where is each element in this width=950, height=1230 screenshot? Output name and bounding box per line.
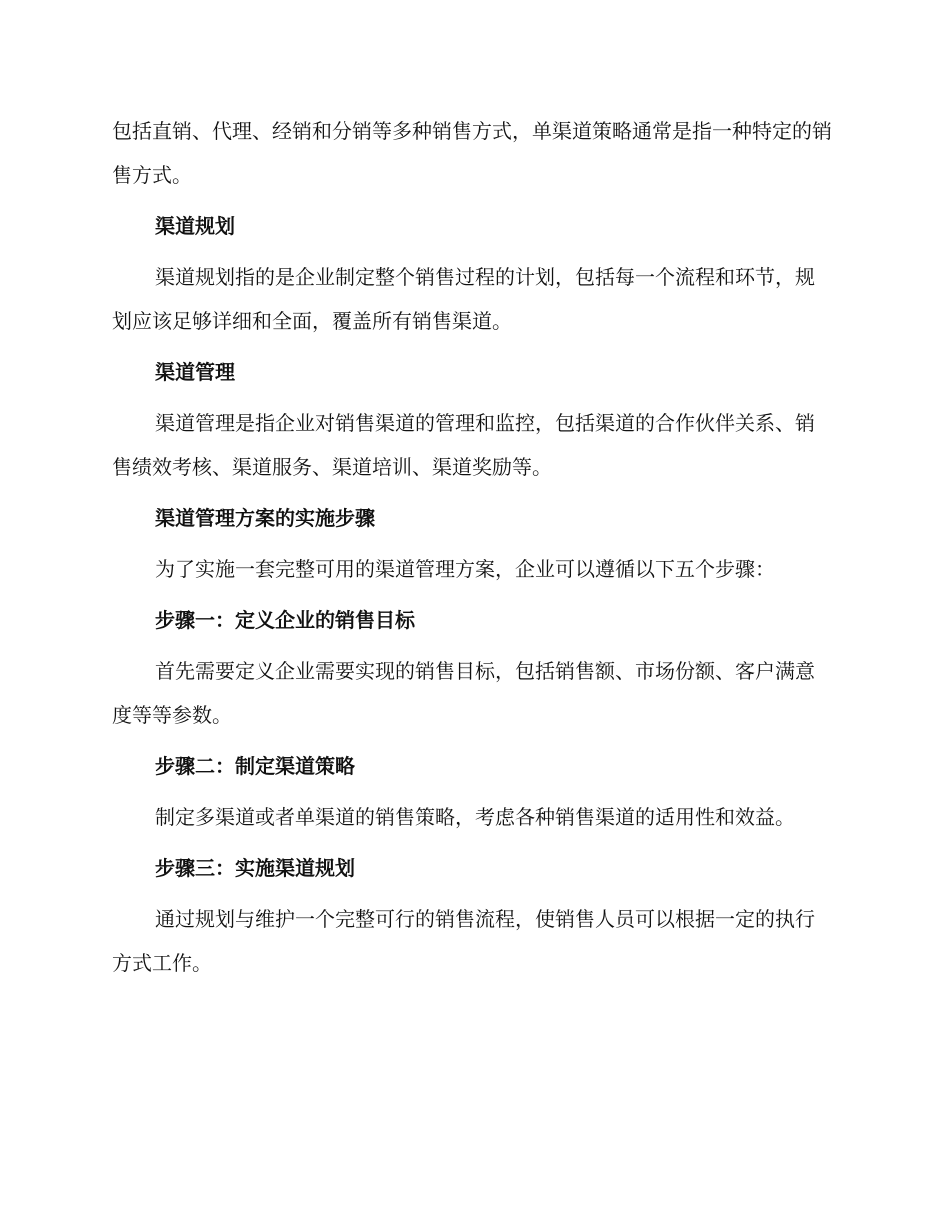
heading-step-two: 步骤二：制定渠道策略 bbox=[155, 754, 355, 778]
paragraph-channel-management: 渠道管理是指企业对销售渠道的管理和监控，包括渠道的合作伙伴关系、销售绩效考核、渠道服务、渠道培训、渠道奖励等。 bbox=[112, 411, 815, 479]
paragraph-step-two: 制定多渠道或者单渠道的销售策略，考虑各种销售渠道的适用性和效益。 bbox=[155, 805, 795, 829]
paragraph-step-one: 首先需要定义企业需要实现的销售目标，包括销售额、市场份额、客户满意度等等参数。 bbox=[112, 659, 815, 727]
document-body bbox=[112, 109, 832, 985]
heading-step-one: 步骤一：定义企业的销售目标 bbox=[155, 608, 415, 632]
paragraph-channel-planning: 渠道规划指的是企业制定整个销售过程的计划，包括每一个流程和环节，规划应该足够详细和全面，覆盖所有销售渠道。 bbox=[112, 265, 815, 333]
paragraph-step-three: 通过规划与维护一个完整可行的销售流程，使销售人员可以根据一定的执行方式工作。 bbox=[112, 907, 815, 975]
heading-channel-management: 渠道管理 bbox=[155, 360, 235, 384]
paragraph-implementation-intro: 为了实施一套完整可用的渠道管理方案，企业可以遵循以下五个步骤： bbox=[155, 557, 775, 581]
heading-implementation-steps: 渠道管理方案的实施步骤 bbox=[155, 506, 375, 530]
paragraph-intro-continued: 包括直销、代理、经销和分销等多种销售方式，单渠道策略通常是指一种特定的销售方式。 bbox=[112, 119, 832, 187]
heading-step-three: 步骤三：实施渠道规划 bbox=[155, 856, 355, 880]
heading-channel-planning: 渠道规划 bbox=[155, 214, 235, 238]
